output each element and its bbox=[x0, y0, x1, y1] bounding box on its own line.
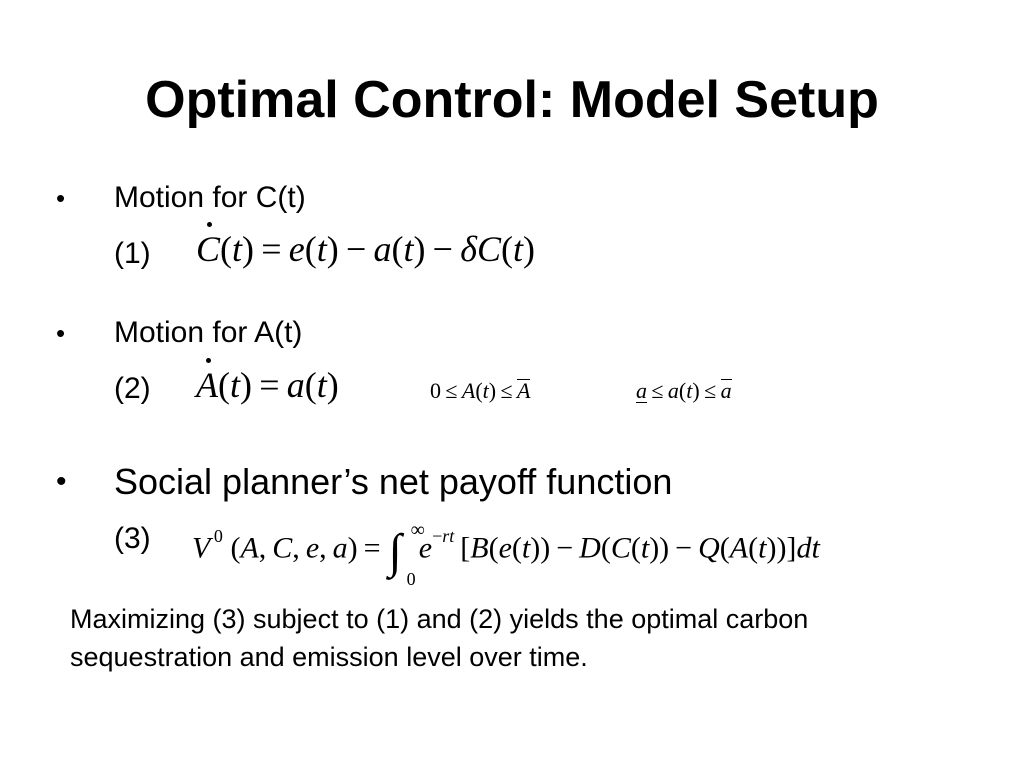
equation-3: V $^0$ (A, C, e, a) = ∫ ∞ 0 $e^{-rt}$ [B(e(t)) − D(C(t)) − Q(A(t))]dt bbox=[192, 519, 820, 590]
bullet-icon: • bbox=[56, 465, 67, 498]
equation-1: C(t) = e(t) − a(t) − δC(t) bbox=[196, 226, 535, 272]
bullet-heading-payoff: Social planner’s net payoff function bbox=[114, 461, 673, 502]
bullet-icon: • bbox=[56, 318, 66, 348]
equation-2: A(t) = a(t) bbox=[196, 362, 339, 408]
equation-2-constraint-a: 0 ≤ A(t) ≤ A bbox=[430, 378, 531, 403]
equation-label-1: (1) bbox=[114, 237, 151, 270]
integral-symbol: ∫ ∞ 0 bbox=[388, 519, 425, 590]
a-dot-symbol: A bbox=[196, 362, 218, 408]
equation-label-2: (2) bbox=[114, 372, 151, 405]
slide-title: Optimal Control: Model Setup bbox=[145, 71, 879, 129]
bullet-heading-motion-a: Motion for A(t) bbox=[114, 316, 303, 349]
equation-2-constraint-b: a ≤ a(t) ≤ a bbox=[636, 378, 732, 403]
summary-note: Maximizing (3) subject to (1) and (2) yields the optimal carbon sequestration and emission level over time. bbox=[70, 604, 809, 672]
bullet-heading-motion-c: Motion for C(t) bbox=[114, 181, 306, 214]
equation-label-3: (3) bbox=[114, 522, 151, 555]
bullet-icon: • bbox=[56, 183, 66, 213]
c-dot-symbol: C bbox=[196, 226, 220, 272]
